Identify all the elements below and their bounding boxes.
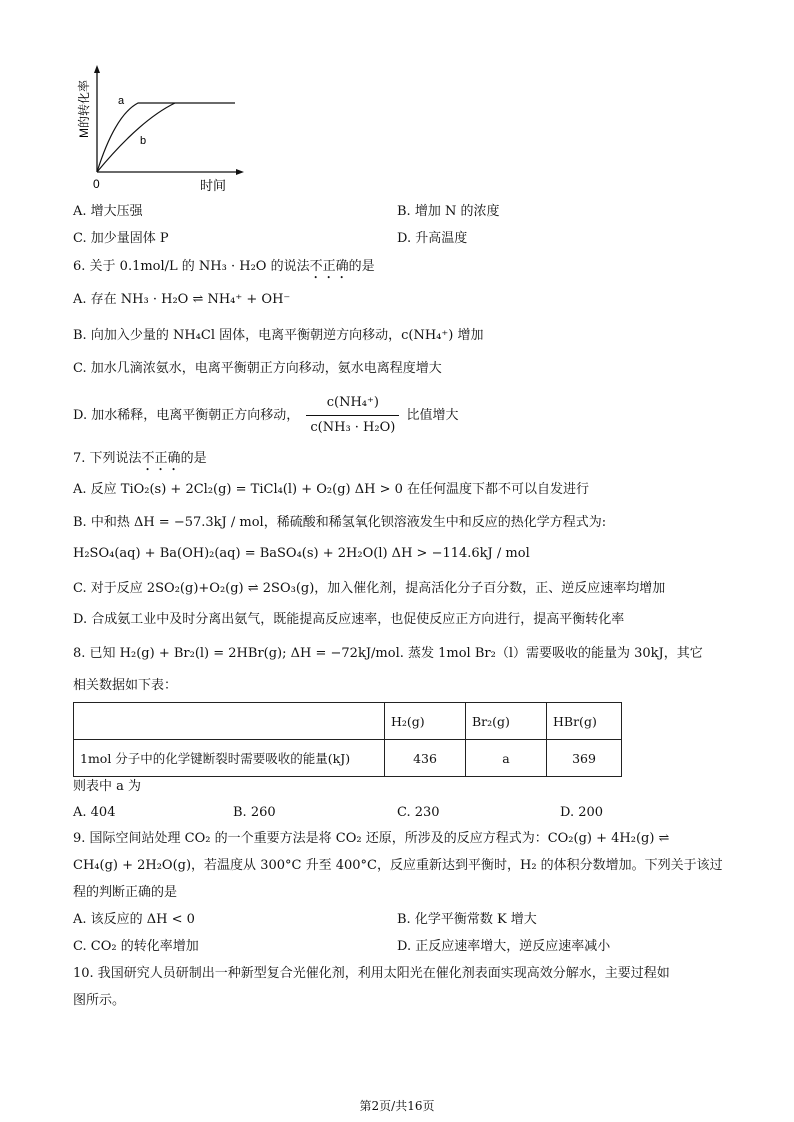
q6-option-a: A. 存在 NH₃ · H₂O ⇌ NH₄⁺ + OH⁻	[73, 292, 291, 307]
q5-option-b: B. 增加 N 的浓度	[397, 204, 500, 219]
table-header-cell: Br₂(g)	[466, 703, 547, 740]
q8-stem-line1: 8. 已知 H₂(g) + Br₂(l) = 2HBr(g); ΔH = −72kJ/mol. 蒸发 1mol Br₂（l）需要吸收的能量为 30kJ，其它	[73, 646, 703, 661]
x-axis-label: 时间	[200, 178, 227, 193]
y-axis-arrow	[94, 65, 100, 73]
table-cell: a	[466, 740, 547, 777]
q10-stem-line2: 图所示。	[73, 993, 126, 1008]
q6-option-c: C. 加水几滴浓氨水，电离平衡朝正方向移动，氨水电离程度增大	[73, 361, 442, 376]
page-footer: 第2页/共16页	[359, 1099, 435, 1113]
q6-option-d-pre: D. 加水稀释，电离平衡朝正方向移动，	[73, 408, 300, 423]
q7-option-c: C. 对于反应 2SO₂(g)+O₂(g) ⇌ 2SO₃(g)，加入催化剂，提高活化分子百分数，正、逆反应速率均增加	[73, 581, 666, 596]
q6-stem	[73, 258, 375, 282]
q8-after-table: 则表中 a 为	[73, 779, 142, 794]
q6-option-b: B. 向加入少量的 NH₄Cl 固体，电离平衡朝逆方向移动，c(NH₄⁺) 增加	[73, 328, 484, 343]
q5-option-a: A. 增大压强	[73, 204, 143, 219]
q6-stem-emphasis: 不正确	[309, 259, 349, 274]
q9-option-c: C. CO₂ 的转化率增加	[73, 939, 199, 954]
table-cell: 436	[385, 740, 466, 777]
q8-stem-line2: 相关数据如下表：	[73, 678, 178, 693]
q9-option-d: D. 正反应速率增大，逆反应速率减小	[397, 939, 611, 954]
x-axis-arrow	[236, 169, 244, 175]
curve-b-label: b	[140, 135, 147, 147]
conversion-chart	[70, 60, 250, 195]
table-header-cell	[74, 703, 385, 740]
q7-option-b-line2: H₂SO₄(aq) + Ba(OH)₂(aq) = BaSO₄(s) + 2H₂O(l) ΔH > −114.6kJ / mol	[73, 546, 530, 561]
q6-option-d-post: 比值增大	[406, 408, 459, 423]
bond-energy-table	[73, 702, 622, 777]
table-cell: 1mol 分子中的化学键断裂时需要吸收的能量(kJ)	[74, 740, 385, 777]
q7-stem-post: 的是	[180, 451, 207, 466]
q6-option-d-fraction	[306, 393, 399, 438]
table-row	[74, 740, 622, 777]
q8-option-a: A. 404	[73, 805, 116, 820]
q7-stem-emphasis: 不正确	[141, 451, 181, 466]
q6-stem-pre: 6. 关于 0.1mol/L 的 NH₃ · H₂O 的说法	[73, 259, 310, 274]
q8-option-b: B. 260	[233, 805, 276, 820]
table-cell: 369	[547, 740, 622, 777]
q7-stem-pre: 7. 下列说法	[73, 451, 142, 466]
fraction-denominator: c(NH₃ · H₂O)	[310, 420, 396, 435]
q9-stem-line1: 9. 国际空间站处理 CO₂ 的一个重要方法是将 CO₂ 还原，所涉及的反应方程式为：CO₂(g) + 4H₂(g) ⇌	[73, 831, 670, 846]
origin-label: 0	[93, 177, 100, 191]
q7-option-b-line1: B. 中和热 ΔH = −57.3kJ / mol，稀硫酸和稀氢氧化钡溶液发生中和反应的热化学方程式为:	[73, 515, 607, 530]
curve-a	[97, 103, 235, 172]
q9-stem-line2: CH₄(g) + 2H₂O(g)，若温度从 300°C 升至 400°C，反应重新达到平衡时，H₂ 的体积分数增加。下列关于该过	[73, 858, 723, 873]
q10-stem-line1: 10. 我国研究人员研制出一种新型复合光催化剂，利用太阳光在催化剂表面实现高效分解水，主要过程如	[73, 966, 670, 981]
q7-option-d: D. 合成氨工业中及时分离出氨气，既能提高反应速率，也促使反应正方向进行，提高平衡转化率	[73, 612, 625, 627]
q9-option-a: A. 该反应的 ΔH < 0	[73, 912, 195, 927]
table-header-row	[74, 703, 622, 740]
q7-stem	[73, 450, 207, 474]
q9-option-b: B. 化学平衡常数 K 增大	[397, 912, 537, 927]
q7-option-a: A. 反应 TiO₂(s) + 2Cl₂(g) = TiCl₄(l) + O₂(g) ΔH > 0 在任何温度下都不可以自发进行	[73, 482, 590, 497]
curve-b	[97, 103, 175, 172]
q5-option-d: D. 升高温度	[397, 231, 468, 246]
table-header-cell: HBr(g)	[547, 703, 622, 740]
q8-option-c: C. 230	[397, 805, 440, 820]
q8-option-d: D. 200	[560, 805, 604, 820]
table-header-cell: H₂(g)	[385, 703, 466, 740]
y-axis-label: M的转化率	[77, 80, 91, 138]
curve-a-label: a	[118, 95, 125, 107]
fraction-numerator: c(NH₄⁺)	[306, 393, 399, 416]
q9-stem-line3: 程的判断正确的是	[73, 885, 178, 900]
q5-option-c: C. 加少量固体 P	[73, 231, 169, 246]
q6-option-d	[73, 393, 458, 438]
q6-stem-post: 的是	[348, 259, 375, 274]
